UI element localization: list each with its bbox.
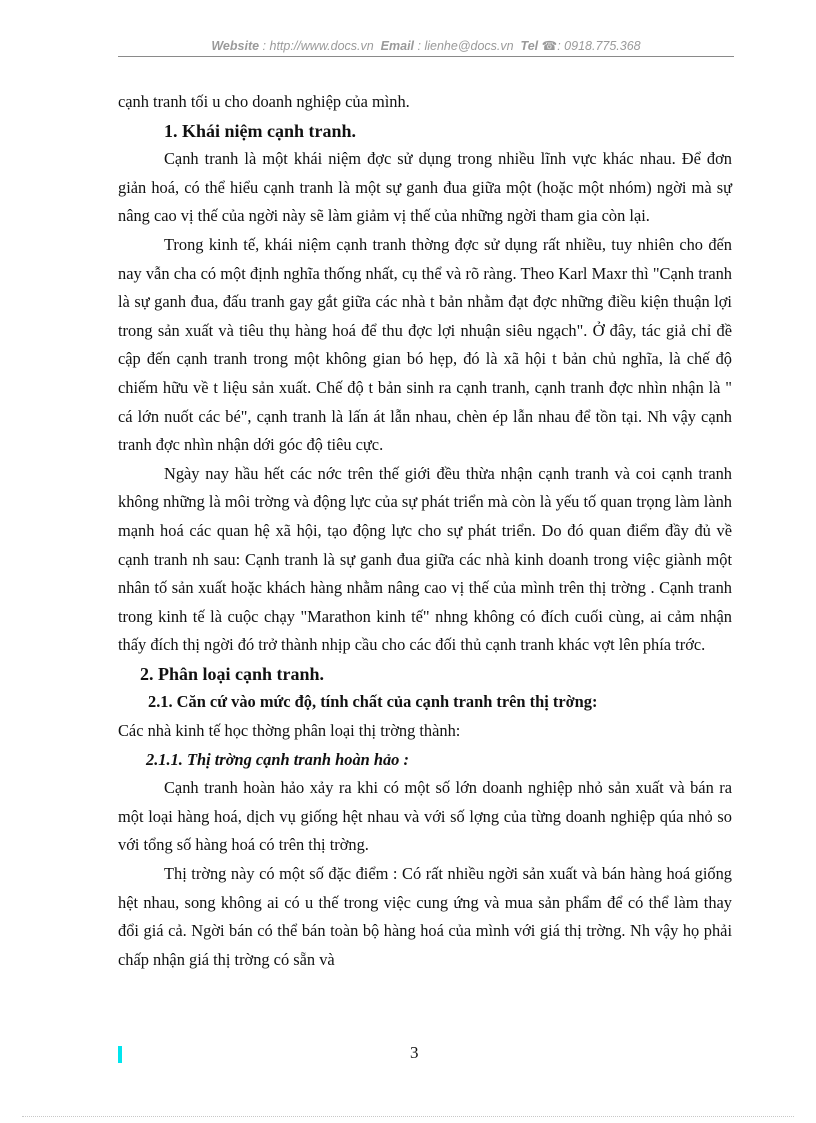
section-1-paragraph-3: Ngày nay hầu hết các nớc trên thế giới đều thừa nhận cạnh tranh và coi cạnh tranh không những là môi trờng và động lực của sự phát triển mà còn là yếu tố quan trọng làm lành mạnh hoá các quan hệ xã hội, tạo động lực cho sự phát triển. Do đó quan điểm đầy đủ về cạnh tranh nh sau: Cạnh tranh là sự ganh đua giữa các nhà kinh doanh trong việc giành một nhân tố sản xuất hoặc khách hàng nhằm nâng cao vị thế của mình trên thị trờng . Cạnh tranh trong kinh tế là cuộc chạy "Marathon kinh tế" nhng không có đích cuối cùng, ai cảm nhận thấy đích thị ngời đó trở thành nhịp cầu cho các đối thủ cạnh tranh khác vợt lên phía trớc.	[118, 463, 732, 655]
section-2-1-lead: Các nhà kinh tế học thờng phân loại thị trờng thành:	[118, 721, 461, 741]
website-value: : http://www.docs.vn	[262, 39, 374, 53]
section-2-1-1-heading: 2.1.1. Thị trờng cạnh tranh hoàn hảo :	[146, 749, 409, 769]
phone-icon: ☎	[541, 39, 558, 53]
email-label: Email	[380, 39, 415, 53]
section-1-paragraph-2: Trong kinh tế, khái niệm cạnh tranh thờng đợc sử dụng rất nhiều, tuy nhiên cho đến nay vẫn cha có một định nghĩa thống nhất, cụ thể và rõ ràng. Theo Karl Maxr thì "Cạnh tranh là sự ganh đua, đấu tranh gay gắt giữa các nhà t bản nhằm đạt đợc những điều kiện thuận lợi trong sản xuất và tiêu thụ hàng hoá để thu đợc lợi nhuận siêu ngạch". Ở đây, tác giả chỉ đề cập đến cạnh tranh trong một không gian bó hẹp, đó là xã hội t bản chủ nghĩa, là chế độ chiếm hữu về t liệu sản xuất. Chế độ t bản sinh ra cạnh tranh, cạnh tranh đợc nhìn nhận là " cá lớn nuốt các bé", cạnh tranh là lấn át lẫn nhau, chèn ép lẫn nhau để tồn tại. Nh vậy cạnh tranh đợc nhìn nhận dới góc độ tiêu cực.	[118, 234, 732, 455]
section-2-1-heading: 2.1. Căn cứ vào mức độ, tính chất của cạnh tranh trên thị trờng:	[148, 692, 598, 712]
section-2-1-1-paragraph-1: Cạnh tranh hoàn hảo xảy ra khi có một số lớn doanh nghiệp nhỏ sản xuất và bán ra một loại hàng hoá, dịch vụ giống hệt nhau và với số lợng của từng doanh nghiệp qúa nhỏ so với tổng số hàng hoá có trên thị trờng.	[118, 778, 732, 855]
section-2-1-1-paragraph-2: Thị trờng này có một số đặc điểm : Có rất nhiều ngời sản xuất và bán hàng hoá giống hệt nhau, song không ai có u thế trong việc cung ứng và mua sản phẩm để có thể làm thay đổi giá cả. Ngời bán có thể bán toàn bộ hàng hoá của mình với giá thị trờng. Nh vậy họ phải chấp nhận giá thị trờng có sẵn và	[118, 864, 732, 969]
page-bottom-divider	[22, 1116, 794, 1117]
header-divider	[118, 56, 734, 57]
page-number: 3	[410, 1043, 419, 1062]
section-2-heading: 2. Phân loại cạnh tranh.	[140, 663, 325, 684]
page-header	[118, 38, 734, 53]
email-value: : lienhe@docs.vn	[417, 39, 514, 53]
intro-line: cạnh tranh tối u cho doanh nghiệp của mình.	[118, 92, 410, 111]
tel-value: : 0918.775.368	[557, 39, 641, 53]
tel-label: Tel	[520, 39, 539, 53]
section-1-paragraph-1: Cạnh tranh là một khái niệm đợc sử dụng trong nhiều lĩnh vực khác nhau. Để đơn giản hoá, có thể hiểu cạnh tranh là một sự ganh đua giữa một (hoặc một nhóm) ngời mà sự nâng cao vị thế của ngời này sẽ làm giảm vị thế của những ngời tham gia còn lại.	[118, 149, 732, 226]
text-cursor-marker	[118, 1046, 122, 1063]
document-body	[118, 88, 732, 974]
section-1-heading: 1. Khái niệm cạnh tranh.	[164, 120, 357, 141]
website-label: Website	[211, 39, 260, 53]
